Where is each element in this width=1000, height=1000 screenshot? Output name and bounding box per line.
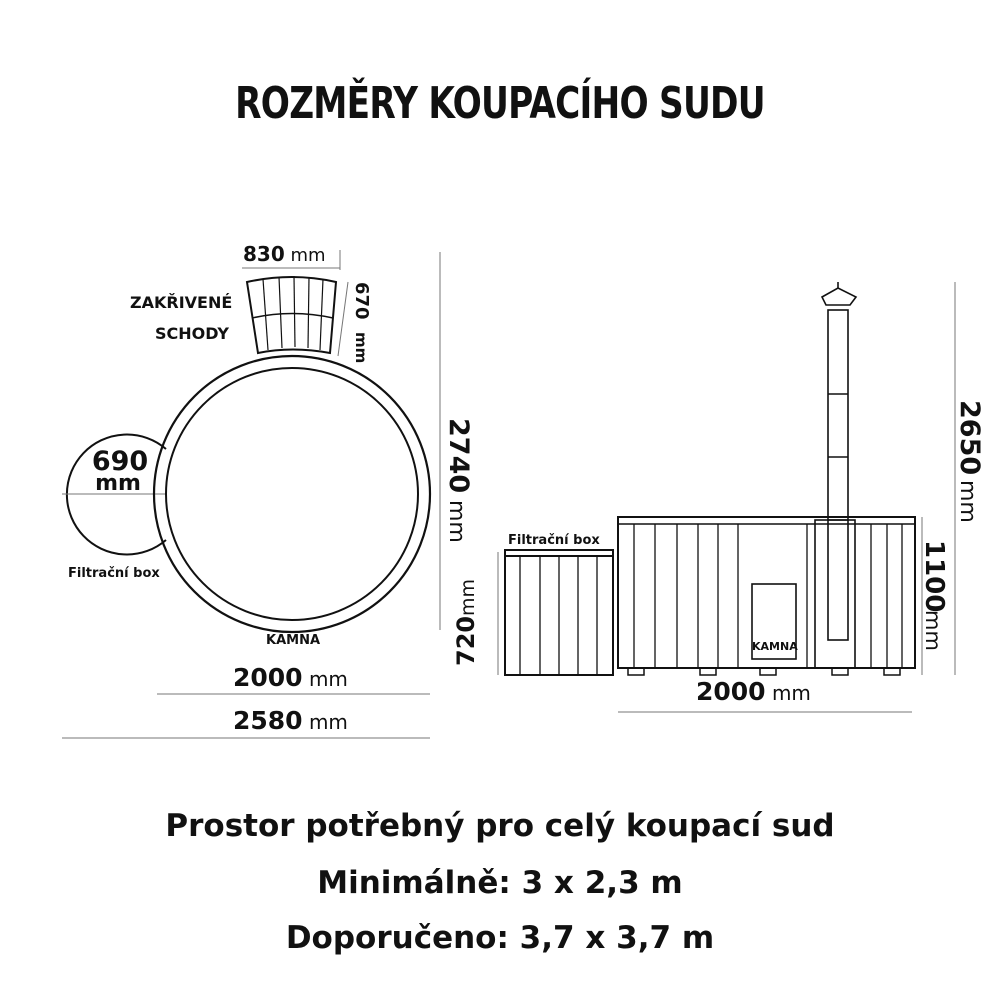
filter-diameter-value: 690 [91, 446, 149, 477]
filter-height-value: 720 [452, 615, 480, 666]
tub-inner-ring [166, 368, 418, 620]
filter-box-label-top: Filtrační box [68, 566, 160, 581]
filter-box-side [505, 550, 613, 675]
filter-height-unit: mm [457, 578, 479, 616]
tub-height-value: 1100 [919, 540, 949, 613]
side-tub-width-value: 2000 mm [696, 677, 811, 706]
tub-outer-ring [154, 356, 430, 632]
side-total-height-unit: mm [955, 480, 980, 523]
space-recommended: Doporučeno: 3,7 x 3,7 m [285, 920, 715, 956]
side-view [452, 282, 985, 712]
filter-diameter-unit: mm [95, 471, 141, 496]
tub-diameter-value: 2000 mm [233, 663, 348, 692]
top-total-width-value: 2580 mm [233, 706, 348, 735]
side-total-height-value: 2650 [954, 400, 985, 476]
tub-height-unit: mm [921, 610, 945, 651]
stairs-width-value: 830 mm [243, 242, 326, 266]
space-required-heading: Prostor potřebný pro celý koupací sud [165, 808, 835, 844]
top-total-height-unit: mm [444, 500, 469, 543]
stairs-depth-unit: mm [352, 332, 370, 364]
curved-stairs [247, 276, 336, 353]
chimney [822, 282, 856, 640]
stove-label-top: KAMNA [266, 633, 321, 648]
stove-label-side: KAMNA [752, 640, 798, 653]
top-total-height-value: 2740 [443, 418, 474, 494]
top-view [62, 242, 474, 738]
stairs-label-line1: ZAKŘIVENÉ [130, 293, 233, 312]
stairs-depth-dimension-line [338, 282, 348, 356]
filter-box-label-side: Filtrační box [508, 533, 600, 548]
space-minimum: Minimálně: 3 x 2,3 m [317, 865, 683, 901]
stairs-label-line2: SCHODY [155, 324, 229, 343]
page-title: ROZMĚRY KOUPACÍHO SUDU [235, 78, 765, 129]
stairs-depth-value: 670 [351, 282, 372, 320]
